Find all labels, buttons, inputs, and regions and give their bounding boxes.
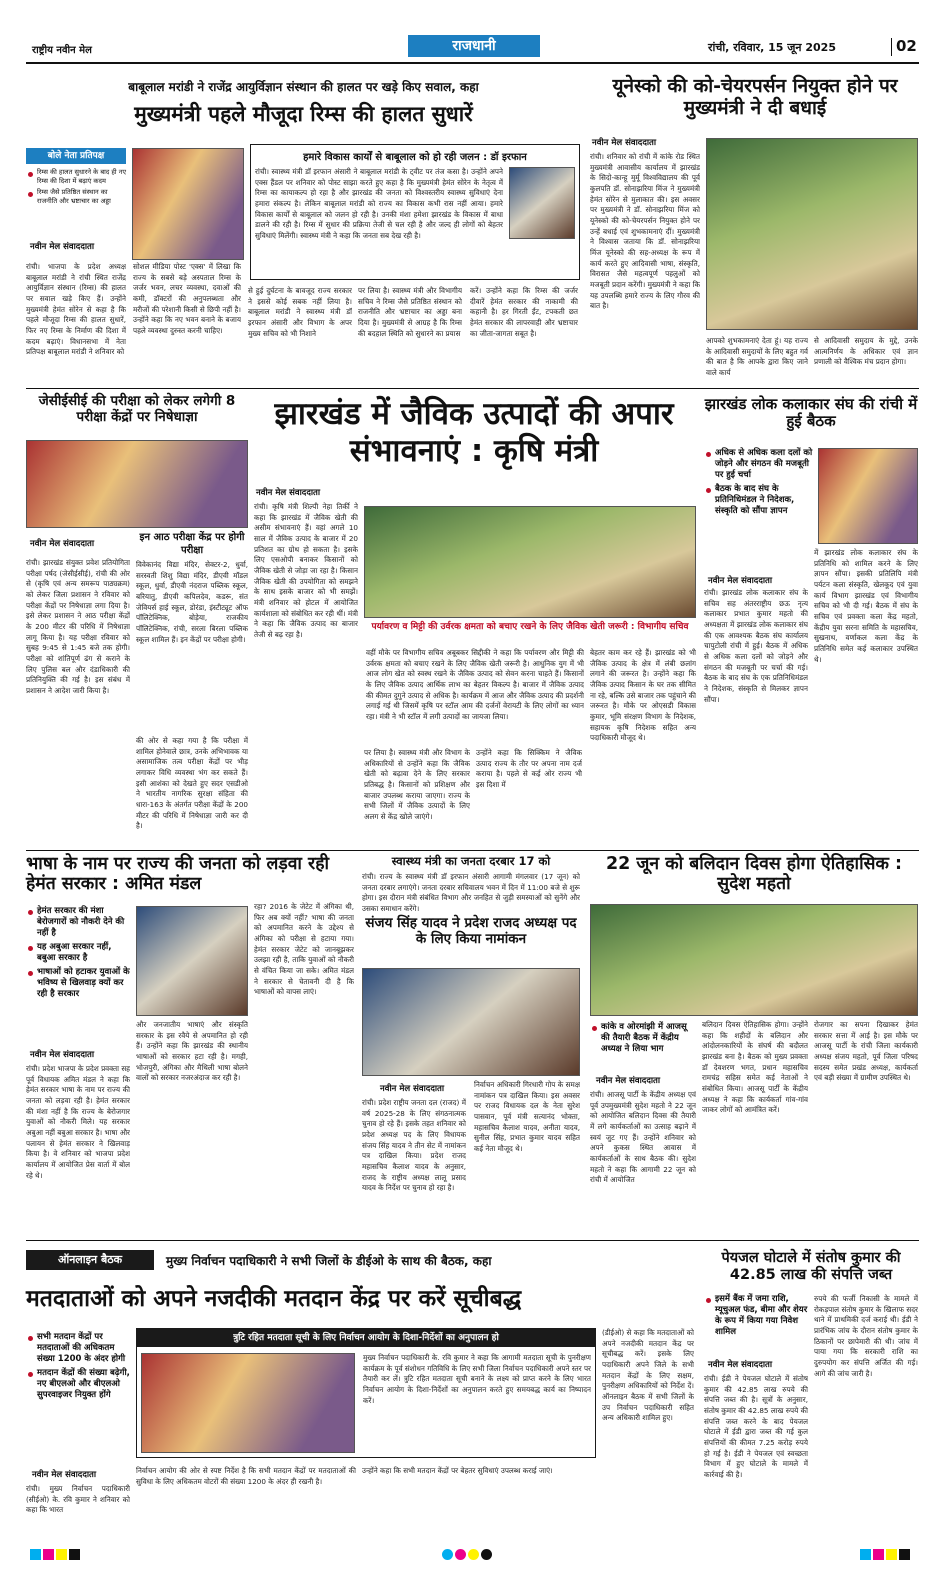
s9-headline: मतदाताओं को अपने नजदीकी मतदान केंद्र पर करें सूचीबद्ध [26,1286,522,1312]
s6-bullet: यह अबुआ सरकार नहीं, बबुआ सरकार है [28,942,130,964]
s1-inset-body: रांची। स्वास्थ्य मंत्री डॉ इरफान अंसारी ने बाबूलाल मरांडी के ट्वीट पर तंज कसा है। उन्होंने अपने एक्स हैंडल पर शनिवार को पोस्ट साझा करते हुए कहा है कि मुख्यमंत्री हेमंत सोरेन के नेतृत्व में रिम्स का कायाकल्प हो रहा है और झारखंड की जनता को विश्वस्तरीय स्वास्थ्य सुविधाएं देना हमारा संकल्प है। लेकिन बाबूलाल मरांडी को राज्य का विकास कभी रास नहीं आया। हमारे विकास कार्यों से बाबूलाल को जलन हो रही है। उनकी मंशा हमेशा झारखंड के विकास में बाधा डालने की रही है। रिम्स में सुधार की प्रक्रिया तेजी से चल रही है और जल्द ही लोगों को बेहतर सुविधाएं मिलेंगी। स्वास्थ्य मंत्री ने कहा कि जनता सब देख रही है। [255,167,503,240]
s4-caption-title: पर्यावरण व मिट्टी की उर्वरक क्षमता को बचाए रखने के लिए जैविक खेती जरूरी : विभागीय सचिव [371,622,689,632]
s4-byline: नवीन मेल संवाददाता [256,488,321,498]
s10-headline: पेयजल घोटाले में संतोष कुमार की 42.85 लाख की संपत्ति जब्त [721,1250,901,1283]
s1-bullet: रिम्स जैसे प्रतिष्ठित संस्थान का राजनीति और भ्रष्टाचार का अड्डा [28,188,128,205]
registration-marks-right [860,1545,912,1564]
s3-body-col1: रांची। झारखंड संयुक्त प्रवेश प्रतियोगिता परीक्षा पर्षद (जेसीईसीई), रांची की ओर से (कृषि एवं अन्य समरूप पाठ्यक्रम) को लेकर जिला प्रशासन ने रविवार को परीक्षा केंद्रों पर निषेधाज्ञा लगा दिया है। इसे लेकर प्रशासन ने आठ परीक्षा केंद्रों के 200 मीटर की परिधि में निषेधाज्ञा लागू किया है। यह परीक्षा रविवार को सुबह 9:45 से 1:45 बजे तक होगी। परीक्षा को शांतिपूर्ण ढंग से कराने के लिए पुलिस बल और दंडाधिकारी की प्रतिनियुक्ति की गई है। इस संबंध में प्रशासन ने आदेश जारी किया है। [26,558,130,695]
s1-byline: नवीन मेल संवाददाता [30,242,95,252]
s9-bullet: मतदान केंद्रों की संख्या बढ़ेगी, नए बीएलओ और बीएलओ सुपरवाइजर नियुक्त होंगे [28,1368,132,1401]
s9-byline: नवीन मेल संवाददाता [32,1470,97,1480]
masthead [26,34,919,60]
s6-headline: भाषा के नाम पर राज्य की जनता को लड़वा रही हेमंत सरकार : अमित मंडल [26,854,330,895]
kalakar-photo [818,448,918,544]
s1-kicker: बाबूलाल मरांडी ने राजेंद्र आयुर्विज्ञान संस्थान की हालत पर खड़े किए सवाल, कहा [128,80,479,94]
s5-headline: झारखंड लोक कलाकार संघ की रांची में हुई बैठक [704,395,918,431]
unesco-photo [706,138,918,330]
s4-body-col2: पर लिया है। स्वास्थ्य मंत्री और विभाग के अधिकारियों से उन्होंने कहा कि जैविक खेती को बढ़ावा देने के लिए सरकार प्रतिबद्ध है। किसानों को प्रशिक्षण और बाजार उपलब्ध कराया जाएगा। राज्य के सभी जिलों में जैविक उत्पादों के लिए अलग से केंद्र खोले जाएंगे। [364,748,470,821]
s9-body-col3: उन्होंने कहा कि सभी मतदान केंद्रों पर बेहतर सुविधाएं उपलब्ध कराई जाएं। [362,1466,553,1475]
row2-rule [26,850,919,851]
s6-body-col3: रहा? 2016 के जेटेट में अंगिका थी, फिर अब क्यों नहीं? भाषा की जनता को अपमानित करने के उद्देश्य से अंगिका को परीक्षा से हटाया गया। हेमंत सरकार जेटेट को जानबूझकर उलझा रही है, ताकि युवाओं को नौकरी से वंचित किया जा सके। अमित मंडल ने सरकार से चेतावनी दी है कि भाषाओं को वापस लाएं। [254,902,354,997]
s6-body-col1: रांची। प्रदेश भाजपा के प्रदेश प्रवक्ता सह पूर्व विधायक अमित मंडल ने कहा कि हेमंत सरकार भाषा के नाम पर राज्य की जनता को लड़वा रही है। हेमंत सरकार की मंशा नहीं है कि राज्य के बेरोजगार युवाओं को नौकरी मिले। यह सरकार अबुआ नहीं बबुआ सरकार है। भाषा और पलायन से हेमंत सरकार ने खिलवाड़ किया है। वे शनिवार को भाजपा प्रदेश कार्यालय में आयोजित प्रेस वार्ता में बोल रहे थे। [26,1064,130,1180]
s1-inset-box [250,144,580,280]
babulal-photo [132,148,244,260]
s6-body-col2: और जनजातीय भाषाएं और संस्कृति सरकार के इस रवैये से अपमानित हो रही हैं। उन्होंने कहा कि झारखंड की स्थानीय भाषाओं को सरकार हटा रही है। मगही, भोजपुरी, अंगिका और मैथिली भाषा बोलने वालों को सरकार नजरअंदाज कर रही है। [136,1020,248,1083]
page-number: 02 [896,37,917,55]
s5-bullet: अधिक से अधिक कला दलों को जोड़ने और संगठन की मजबूती पर हुई चर्चा [706,448,814,481]
s2-body-col2: आपको शुभकामनाएं देता हूं। यह राज्य के आदिवासी समुदायों के लिए बहुत गर्व की बात है कि आपके द्वारा किए जाने वाले कार्य [706,336,808,377]
s7-kicker: स्वास्थ्य मंत्री का जनता दरबार 17 को [391,854,551,868]
s2-byline: नवीन मेल संवाददाता [592,138,657,148]
s4-headline: झारखंड में जैविक उत्पादों की अपार संभावनाएं : कृषि मंत्री [274,396,674,470]
amit-mandal-photo [136,906,248,1016]
s5-byline: नवीन मेल संवाददाता [708,576,773,586]
s9-body-col4: (डीईओ) से कहा कि मतदाताओं को अपने नजदीकी मतदान केंद्र पर सूचीबद्ध करें। इसके लिए पदाधिकारी अपने जिले के सभी मतदान केंद्रों के लिए सक्षम, पुनरीक्षण अधिकारियों को निर्देश दें। ऑनलाइन बैठक में सभी जिलों के उप निर्वाचन पदाधिकारी सहित अन्य अधिकारी शामिल हुए। [602,1328,694,1423]
s8-bullets [592,1022,698,1058]
s5-body-col1: रांची। झारखंड लोक कलाकार संघ के सचिव सह अंतरराष्ट्रीय छऊ नृत्य कलाकार प्रभात कुमार महतो की अध्यक्षता में झारखंड लोक कलाकार संघ की एक आवश्यक बैठक संघ कार्यालय चापुटोली रांची में हुई। बैठक में अधिक से अधिक कला दलों को जोड़ने और संगठन की मजबूती पर चर्चा की गई। बैठक के बाद संघ के एक प्रतिनिधिमंडल ने निदेशक, संस्कृति से मिलकर ज्ञापन सौंपा। [704,588,808,704]
row3-rule [26,1240,919,1241]
s4-caption-body: वहीं मौके पर विभागीय सचिव अबूबकर सिद्दीकी ने कहा कि पर्यावरण और मिट्टी की उर्वरक क्षमता को बचाए रखने के लिए जैविक खेती जरूरी है। आधुनिक युग में भी आज लोग खेत को स्वस्थ रखने के जैविक उत्पाद को सेवन करना चाहते हैं। किसानों के लिए जैविक उत्पाद आर्थिक लाभ का बेहतर विकल्प है। बाजार में जैविक उत्पाद की कीमत दुगुने उत्पाद से अधिक है। कार्यक्रम में आज और जैविक उत्पाद की प्रदर्शनी लगाई गई थी जिसमें कृषि पर स्टॉल आम की दर्जनों वेरायटी के लिए लोगों का ध्यान रहा। मंत्री ने भी स्टॉल में लगी उत्पादों का जायजा लिया। [366,648,584,721]
irfan-photo [509,167,575,239]
s8-body-col2: बलिदान दिवस ऐतिहासिक होगा। उन्होंने कहा कि शहीदों के बलिदान और आंदोलनकारियों के संघर्ष की बदौलत झारखंड बना है। बैठक को मुख्य प्रवक्ता डॉ देवशरण भगत, प्रधान महासचिव रामचंद्र सहिस समेत कई नेताओं ने संबोधित किया। आजसू पार्टी के केंद्रीय अध्यक्ष ने कहा कि कार्यकर्ता गांव-गांव जाकर लोगों को आमंत्रित करें। [702,1020,808,1115]
s8-bullet: कांके व ओरमांझी में आजसू की तैयारी बैठक में केंद्रीय अध्यक्ष ने लिया भाग [592,1022,698,1055]
s1-body-col2: सोशल मीडिया पोस्ट 'एक्स' में लिखा कि राज्य के सबसे बड़े अस्पताल रिम्स के जर्जर भवन, लचर व्यवस्था, दवाओं की कमी, डॉक्टरों की अनुपलब्धता और मरीजों की परेशानी किसी से छिपी नहीं है। उन्होंने कहा कि नए भवन बनाने के बजाय पहले व्यवस्था दुरुस्त करनी चाहिए। [133,262,241,335]
header-rule [26,62,919,64]
s1-inset-title: हमारे विकास कार्यों से बाबूलाल को हो रही जलन : डॉ इरफान [303,152,527,163]
s9-sub-title: त्रुटि रहित मतदाता सूची के लिए निर्वाचन आयोग के दिशा-निर्देशों का अनुपालन हो [137,1329,595,1347]
s6-bullets [28,906,130,1003]
s9-bullet: सभी मतदान केंद्रों पर मतदाताओं की अधिकतम संख्या 1200 के अंदर होगी [28,1332,132,1365]
s7-byline: नवीन मेल संवाददाता [380,1084,445,1094]
s6-bullet: भाषाओं को हटाकर युवाओं के भविष्य से खिलवाड़ क्यों कर रही है सरकार [28,967,130,1000]
s3-byline: नवीन मेल संवाददाता [30,539,95,549]
s2-headline: यूनेस्को की को-चेयरपर्सन नियुक्त होने पर मुख्यमंत्री ने दी बधाई [612,75,898,119]
election-photo [141,1353,355,1453]
s9-kicker: मुख्य निर्वाचन पदाधिकारी ने सभी जिलों के डीईओ के साथ की बैठक, कहा [166,1254,492,1268]
s8-headline: 22 जून को बलिदान दिवस होगा ऐतिहासिक : सुदेश महतो [605,854,902,895]
s1-bullets [28,168,128,208]
s9-tab: ऑनलाइन बैठक [26,1250,154,1270]
s9-sub-box [136,1328,596,1458]
s10-body-col1: रांची। ईडी ने पेयजल घोटाले में संतोष कुमार की 42.85 लाख रुपये की संपत्ति जब्त की है। सूत्रों के अनुसार, संतोष कुमार की 42.85 लाख रुपये की संपत्ति जब्त करने के बाद पेयजल घोटाले में ईडी द्वारा जब्त की गई कुल संपत्तियों की कीमत 7.25 करोड़ रुपये हो गई है। ईडी ने पेयजल एवं स्वच्छता विभाग में हुए घोटाले के मामले में कार्रवाई की है। [704,1374,808,1479]
s10-bullet: इसमें बैंक में जमा राशि, म्यूचुअल फंड, बीमा और शेयर के रूप में किया गया निवेश शामिल [706,1294,816,1338]
s4-body-col3: बेहतर काम कर रहे हैं। झारखंड को भी जैविक उत्पाद के क्षेत्र में लंबी छलांग लगाने की जरूरत है। उन्होंने कहा कि जैविक उत्पाद किसान के घर तक सीमित ना रहे, बल्कि उसे बाजार तक पहुंचाने की जरूरत है। मौके पर ओएसडी विकास कुमार, भूमि संरक्षण विभाग के निदेशक, सहायक कृषि निदेशक सहित अन्य पदाधिकारी मौजूद थे। [590,648,696,743]
s6-bullet: हेमंत सरकार की मंशा बेरोजगारों को नौकरी देने की नहीं है [28,906,130,939]
s10-bullets [706,1294,816,1341]
s1-bullet: रिम्स की हालत सुधारने के बाद ही नए रिम्स की दिशा में बढ़ाएं कदम [28,168,128,185]
jcece-photo [26,440,248,528]
s7-body-col1: रांची। प्रदेश राष्ट्रीय जनता दल (राजद) में वर्ष 2025-28 के लिए संगठनात्मक चुनाव हो रहे हैं। इसके तहत शनिवार को प्रदेश अध्यक्ष पद के लिए विधायक संजय सिंह यादव ने तीन सेट में नामांकन पत्र दाखिल किया। प्रदेश राजद महासचिव कैलाश यादव के अनुसार, राजद के राष्ट्रीय अध्यक्ष लालू प्रसाद यादव के निर्देश पर चुनाव हो रहा है। [362,1098,466,1193]
paper-name: राष्ट्रीय नवीन मेल [32,45,92,56]
s8-body-col3: रोजगार का सपना दिखाकर हेमंत सरकार सत्ता में आई है। इस मौके पर आजसू पार्टी के रांची जिला कार्यकारी अध्यक्ष संजय महतो, पूर्व जिला परिषद सदस्य समेत प्रखंड अध्यक्ष, कार्यकर्ता एवं बड़ी संख्या में ग्रामीण उपस्थित थे। [814,1020,918,1083]
registration-marks-center [442,1545,494,1564]
s3-headline: जेसीईसीई की परीक्षा को लेकर लगेगी 8 परीक्षा केंद्रों पर निषेधाज्ञा [38,393,236,425]
s5-bullet: बैठक के बाद संघ के प्रतिनिधिमंडल ने निदेशक, संस्कृति को सौंपा ज्ञापन [706,484,814,517]
s1-side-tag: बोले नेता प्रतिपक्ष [26,148,126,164]
ajsu-photo [590,904,918,1016]
s8-byline: नवीन मेल संवाददाता [596,1076,661,1086]
registration-marks-left [30,1545,82,1564]
s1-body-col5: करें। उन्होंने कहा कि रिम्स की जर्जर दीवारें हेमंत सरकार की नाकामी की कहानी है। हर गिरती ईंट, टपकती छत हेमंत सरकार की लापरवाही और भ्रष्टाचार का जीता-जागता सबूत है। [470,286,578,338]
s10-body-col2: रुपये की फर्जी निकासी के मामले में रोकड़पाल संतोष कुमार के खिलाफ सदर थाने में प्राथमिकी दर्ज कराई थी। ईडी ने प्रारंभिक जांच के दौरान संतोष कुमार के ठिकानों पर छापेमारी की थी। जांच में पाया गया कि सरकारी राशि का दुरुपयोग कर संपत्ति अर्जित की गई। आगे की जांच जारी है। [814,1294,918,1378]
s1-headline: मुख्यमंत्री पहले मौजूदा रिम्स की हालत सुधारें [134,102,473,126]
s5-bullets [706,448,814,520]
s9-sub-body: मुख्य निर्वाचन पदाधिकारी के. रवि कुमार ने कहा कि आगामी मतदाता सूची के पुनरीक्षण कार्यक्रम के पूर्व संशोधन गतिविधि के लिए सभी जिला निर्वाचन पदाधिकारी अपने स्तर पर तैयारी कर लें। त्रुटि रहित मतदाता सूची बनाने के लक्ष्य को प्राप्त करने के लिए भारत निर्वाचन आयोग के दिशा-निर्देशों का अनुपालन करते हुए समयबद्ध कार्य का निष्पादन करें। [363,1353,591,1405]
s3-body-col3: की ओर से कहा गया है कि परीक्षा में शामिल होनेवाले छात्र, उनके अभिभावक या असामाजिक तत्व परीक्षा केंद्रों पर भीड़ लगाकर विधि व्यवस्था भंग कर सकते हैं। इसी आशंका को देखते हुए सदर एसडीओ ने भारतीय नागरिक सुरक्षा संहिता की धारा-163 के अंतर्गत परीक्षा केंद्रों के 200 मीटर की परिधि में निषेधाज्ञा जारी कर दी है। [136,736,248,831]
s7-headline: संजय सिंह यादव ने प्रदेश राजद अध्यक्ष पद के लिए किया नामांकन [365,915,577,947]
organic-photo [364,506,696,618]
s9-body-col1: रांची। मुख्य निर्वाचन पदाधिकारी (सीईओ) के. रवि कुमार ने शनिवार को कहा कि भारत [26,1484,130,1515]
s9-body-col2: निर्वाचन आयोग की ओर से स्पष्ट निर्देश है कि सभी मतदान केंद्रों पर मतदाताओं की सुविधा के लिए अधिकतम वोटरों की संख्या 1200 के अंदर ही रखनी है। [136,1466,356,1486]
s4-body-col1: रांची। कृषि मंत्री शिल्पी नेहा तिर्की ने कहा कि झारखंड में जैविक खेती की असीम संभावनाएं हैं। वहां अगले 10 साल में जैविक उत्पाद के बाजार में 20 प्रतिशत का ग्रोथ हो सकता है। इसके लिए एसओपी बनाकर किसानों को जैविक खेती से जोड़ा जा रहा है। किसान जैविक खेती की उपयोगिता को समझने के साथ इसके बाजार को भी समझें। मंत्री शनिवार को होटल में आयोजित कार्यशाला को संबोधित कर रही थीं। मंत्री ने कहा कि जैविक उत्पाद का बाजार तेजी से बढ़ रहा है। [254,502,358,639]
s6-byline: नवीन मेल संवाददाता [30,1050,95,1060]
s7-body-col2: निर्वाचन अधिकारी गिरधारी गोप के समक्ष नामांकन पत्र दाखिल किया। इस अवसर पर राजद विधायक दल के नेता सुरेश पासवान, पूर्व मंत्री सत्यानंद भोक्ता, महासचिव कैलाश यादव, अनीता यादव, सुनील सिंह, प्रभात कुमार यादव सहित कई नेता मौजूद थे। [474,1080,580,1153]
s7-kicker-body: रांची। राज्य के स्वास्थ्य मंत्री डॉ इरफान अंसारी आगामी मंगलवार (17 जून) को जनता दरबार लगाएंगे। जनता दरबार सचिवालय भवन में दिन में 11:00 बजे से शुरू होगा। इस दौरान मंत्री संबंधित विभाग और जनहित से जुड़ी समस्याओं को सुनेंगे और उसका समाधान करेंगे। [362,872,580,913]
s5-body-col2: में झारखंड लोक कलाकार संघ के प्रतिनिधि को शामिल करने के लिए ज्ञापन सौंपा। इसकी प्रतिलिपि मंत्री पर्यटन कला संस्कृति, खेलकूद एवं युवा कार्य विभाग झारखंड एवं विभागीय सचिव को भी दी गई। बैठक में संघ के सचिव एवं प्रवक्ता कला केंद्र महतो, केंद्रीय युवा सरना समिति के महासचिव, सुखनाथ, वर्णाकल कला केंद्र के प्रतिनिधि समेत कई कलाकार उपस्थित थे। [814,548,918,664]
s2-body-col3: से आदिवासी समुदाय के मुद्दे, उनके आत्मनिर्णय के अधिकार एवं ज्ञान प्रणाली को वैश्विक मंच प्रदान होगा। [814,336,918,367]
s8-body-col1: रांची। आजसू पार्टी के केंद्रीय अध्यक्ष एवं पूर्व उपमुख्यमंत्री सुदेश महतो ने 22 जून को आयोजित बलिदान दिवस की तैयारी में लगे कार्यकर्ताओं का उत्साह बढ़ाने में स्वयं जुट गए हैं। उन्होंने शनिवार को अपने कुकस स्थित आवास में कार्यकर्ताओं के साथ बैठक की। सुदेश महतो ने कहा कि आगामी 22 जून को रांची में आयोजित [590,1090,696,1185]
s4-body-col4: उन्होंने कहा कि सिक्किम ने जैविक उत्पाद राज्य के तौर पर अपना नाम दर्ज कराया है। पहले से कई ओर राज्य भी इस दिशा में [476,748,582,789]
s3-subhead: इन आठ परीक्षा केंद्र पर होगी परीक्षा [139,532,245,556]
s9-bullets [28,1332,132,1404]
dateline: रांची, रविवार, 15 जून 2025 [708,41,836,54]
s1-body-col4: पर लिया है। स्वास्थ्य मंत्री और विभागीय सचिव ने रिम्स जैसे प्रतिष्ठित संस्थान को राजनीति और भ्रष्टाचार का अड्डा बना दिया है। मुख्यमंत्री से आग्रह है कि रिम्स की बदहाल स्थिति को सुधारने का प्रयास [358,286,462,338]
s1-body-col3: से हुई दुर्घटना के बावजूद राज्य सरकार ने इससे कोई सबक नहीं लिया है। बाबूलाल मरांडी ने स्वास्थ्य मंत्री डॉ इरफान अंसारी और विभाग के अपर मुख्य सचिव को भी निशाने [248,286,352,338]
s1-body-col1: रांची। भाजपा के प्रदेश अध्यक्ष बाबूलाल मरांडी ने रांची स्थित राजेंद्र आयुर्विज्ञान संस्थान (रिम्स) की हालत पर सवाल खड़े किए हैं। उन्होंने मुख्यमंत्री हेमंत सोरेन से कहा है कि पहले मौजूदा रिम्स की हालत सुधारें, फिर नए रिम्स के निर्माण की दिशा में कदम बढ़ाएं। विधानसभा में नेता प्रतिपक्ष बाबूलाल मरांडी ने शनिवार को [26,262,126,357]
rjd-photo [362,968,580,1076]
row1-rule [26,388,919,389]
s10-byline: नवीन मेल संवाददाता [708,1360,773,1370]
s2-body-col1: रांची। शनिवार को रांची में कांके रोड स्थित मुख्यमंत्री आवासीय कार्यालय में झारखंड के सिदो-कान्हू मुर्मू विश्वविद्यालय की पूर्व कुलपति डॉ. सोनाझरिया मिंज ने मुख्यमंत्री हेमंत सोरेन से मुलाकात की। इस अवसर पर मुख्यमंत्री ने डॉ. सोनाझरिया मिंज को यूनेस्को की को-चेयरपर्सन नियुक्त होने पर उन्हें बधाई एवं शुभकामनाएं दीं। मुख्यमंत्री ने विश्वास जताया कि डॉ. सोनाझरिया मिंज यूनेस्को की सह-अध्यक्ष के रूप में कार्य करते हुए आदिवासी भाषा, संस्कृति, विरासत जैसे महत्वपूर्ण पहलुओं को मजबूती प्रदान करेंगी। मुख्यमंत्री ने कहा कि यह उपलब्धि हमारे राज्य के लिए गौरव की बात है। [590,152,700,311]
page-number-divider [891,38,892,56]
s3-body-col2: विवेकानंद विद्या मंदिर, सेक्टर-2, धुर्वा, सरस्वती शिशु विद्या मंदिर, डीएवी मॉडल स्कूल, धुर्वा, डीएवी नंदराज पब्लिक स्कूल, बरियातु, डीएवी कपिलदेव, कडरू, संत जेवियर्स हाई स्कूल, डोरंडा, इंस्टीट्यूट ऑफ पॉलिटेक्निक, बोड़ेया, राजकीय पॉलिटेक्निक, रांची, सरला बिरला पब्लिक स्कूल शामिल हैं। इन केंद्रों पर परीक्षा होगी। [136,560,248,644]
section-title: राजधानी [408,35,540,57]
